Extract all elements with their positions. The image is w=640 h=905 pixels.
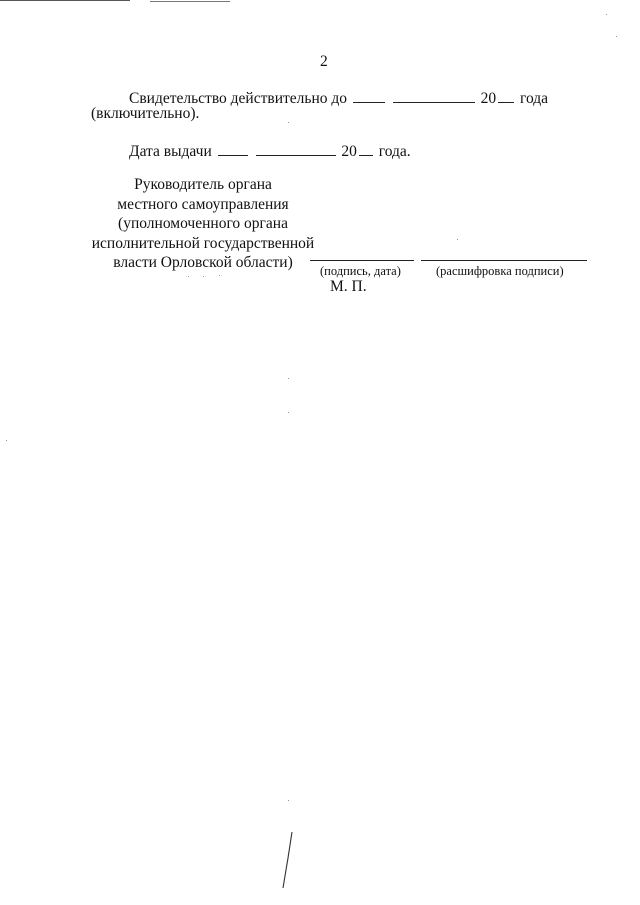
head-title-line: местного самоуправления — [117, 195, 289, 213]
validity-suffix: года — [520, 90, 549, 107]
signature-caption: (подпись, дата) — [320, 264, 401, 278]
decoding-line — [421, 260, 587, 261]
scan-noise — [6, 440, 7, 441]
issue-label: Дата выдачи — [129, 143, 212, 160]
scan-noise — [457, 239, 458, 240]
scan-edge-line — [0, 0, 130, 1]
scan-noise — [288, 122, 289, 123]
signature-line — [310, 260, 414, 261]
issue-month-blank — [256, 141, 336, 156]
issue-year-prefix: 20 — [341, 143, 357, 160]
issue-date-line — [129, 141, 411, 161]
validity-prefix: Свидетельство действительно до — [129, 90, 348, 107]
issue-day-blank — [218, 141, 248, 156]
scan-edge-line — [150, 1, 230, 2]
issue-suffix: года. — [378, 143, 411, 160]
scan-noise — [606, 14, 607, 15]
decoding-caption: (расшифровка подписи) — [436, 264, 564, 278]
scan-noise — [288, 378, 289, 379]
issue-year-blank — [359, 141, 373, 156]
scan-noise — [288, 412, 289, 413]
validity-year-prefix: 20 — [480, 90, 497, 107]
scan-noise — [219, 275, 220, 276]
pen-stroke-mark — [278, 830, 298, 900]
month-blank — [393, 88, 475, 103]
year-blank — [498, 88, 514, 103]
scan-noise — [188, 276, 189, 277]
scan-noise — [616, 36, 617, 37]
scan-noise — [203, 276, 204, 277]
day-blank — [353, 88, 385, 103]
head-title-line: (уполномоченного органа — [118, 215, 288, 233]
validity-continuation: (включительно). — [91, 105, 200, 122]
head-title-line: власти Орловской области) — [113, 254, 293, 272]
head-title-block — [88, 175, 318, 273]
head-title-line: исполнительной государственной — [91, 234, 315, 252]
scan-noise — [288, 800, 289, 801]
stamp-placeholder: М. П. — [330, 278, 367, 295]
head-title-line: Руководитель органа — [134, 176, 272, 193]
page-number: 2 — [320, 53, 328, 70]
